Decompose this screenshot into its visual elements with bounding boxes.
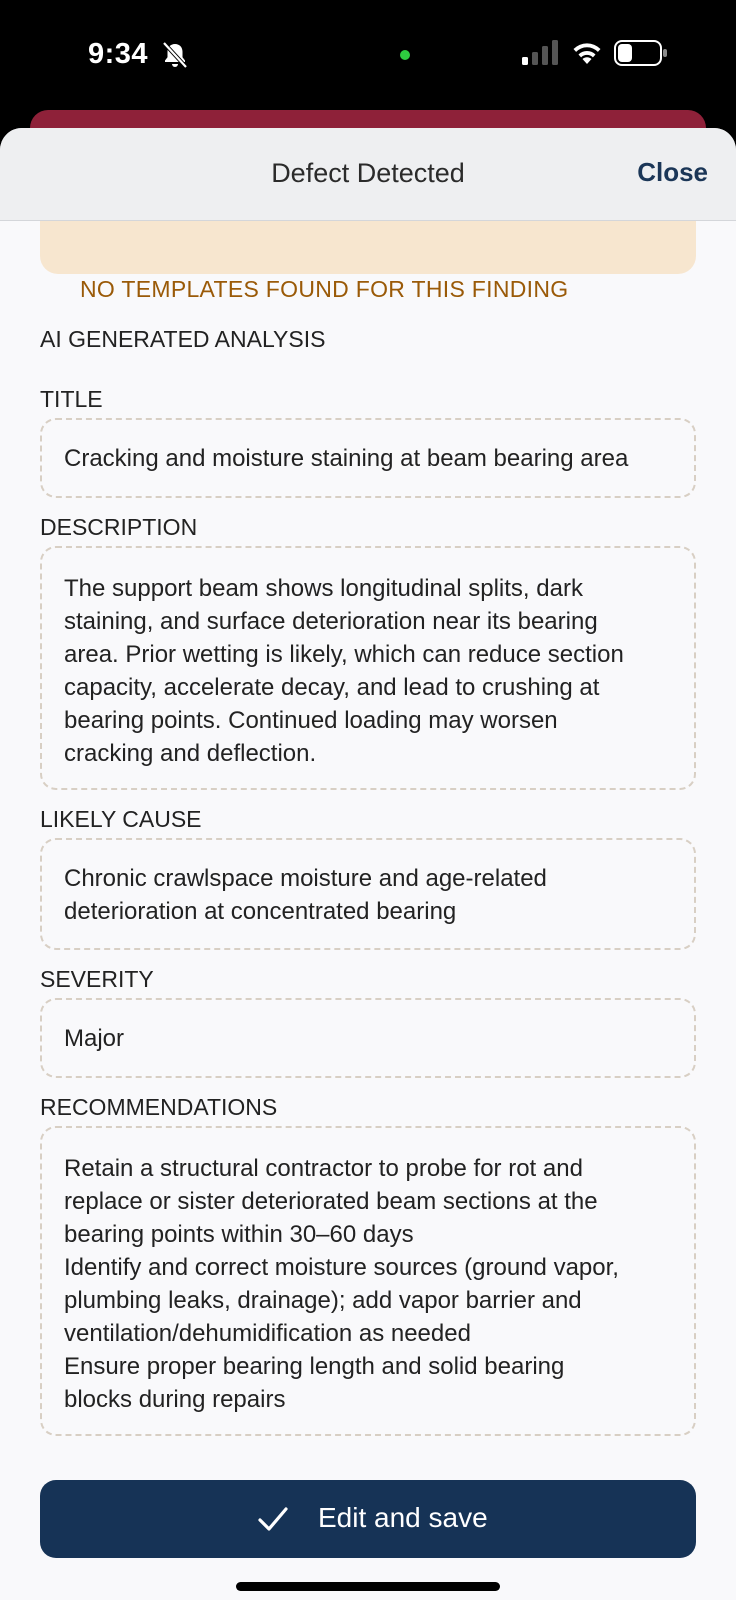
camera-indicator-dot	[400, 50, 410, 60]
bell-slash-icon	[160, 40, 190, 70]
status-bar	[0, 0, 736, 110]
description-line: area. Prior wetting is likely, which can reduce section	[64, 641, 624, 668]
modal-title: Defect Detected	[271, 158, 465, 188]
description-line: The support beam shows longitudinal splits, dark	[64, 575, 583, 602]
recommendation-line: bearing points within 30–60 days	[64, 1221, 414, 1248]
description-line: capacity, accelerate decay, and lead to crushing at	[64, 674, 600, 701]
recommendation-line: replace or sister deteriorated beam sections at the	[64, 1188, 598, 1215]
checkmark-icon	[256, 1504, 290, 1534]
title-line: Cracking and moisture staining at beam bearing area	[64, 445, 629, 472]
severity-value: Major	[64, 1025, 125, 1052]
edit-and-save-label: Edit and save	[318, 1502, 488, 1533]
close-button[interactable]: Close	[637, 157, 708, 187]
severity-label: SEVERITY	[40, 966, 154, 992]
banner-text: NO TEMPLATES FOUND FOR THIS FINDING	[80, 276, 569, 302]
title-field[interactable]	[40, 418, 696, 498]
severity-field[interactable]	[40, 998, 696, 1078]
modal-header	[0, 128, 736, 221]
battery-icon	[614, 40, 668, 66]
edit-and-save-button[interactable]	[40, 1480, 696, 1558]
recommendation-line: Ensure proper bearing length and solid bearing	[64, 1353, 565, 1380]
cellular-signal-icon	[522, 40, 558, 66]
recommendations-field[interactable]	[40, 1126, 696, 1436]
defect-modal	[0, 128, 736, 1600]
likely-cause-label: LIKELY CAUSE	[40, 806, 202, 832]
analysis-heading: AI GENERATED ANALYSIS	[40, 326, 326, 352]
description-label: DESCRIPTION	[40, 514, 198, 540]
likely-cause-line: Chronic crawlspace moisture and age-related	[64, 865, 547, 892]
likely-cause-field[interactable]	[40, 838, 696, 950]
recommendations-label: RECOMMENDATIONS	[40, 1094, 278, 1120]
status-time: 9:34	[88, 38, 149, 70]
description-field[interactable]	[40, 546, 696, 790]
description-line: bearing points. Continued loading may worsen	[64, 707, 558, 734]
description-line: cracking and deflection.	[64, 740, 317, 767]
title-label: TITLE	[40, 386, 103, 412]
recommendation-line: Identify and correct moisture sources (ground vapor,	[64, 1254, 619, 1281]
recommendation-line: ventilation/dehumidification as needed	[64, 1320, 471, 1347]
home-indicator	[236, 1582, 500, 1591]
likely-cause-line: deterioration at concentrated bearing	[64, 898, 457, 925]
recommendation-line: plumbing leaks, drainage); add vapor barrier and	[64, 1287, 582, 1314]
recommendation-line: blocks during repairs	[64, 1386, 286, 1413]
wifi-icon	[570, 38, 604, 66]
description-line: staining, and surface deterioration near its bearing	[64, 608, 598, 635]
recommendation-line: Retain a structural contractor to probe for rot and	[64, 1155, 583, 1182]
